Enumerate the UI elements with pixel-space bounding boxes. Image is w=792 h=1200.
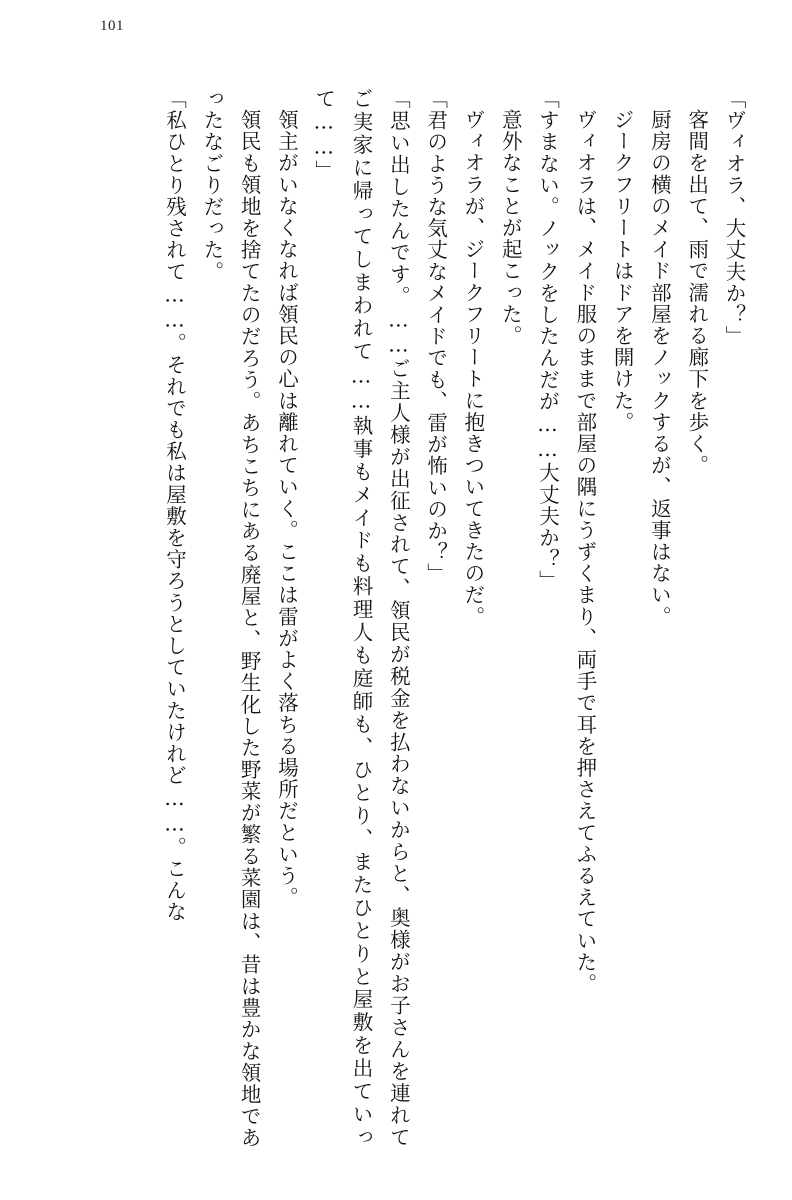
paragraph: 「すまない。ノックをしたんだが……大丈夫か？」 (535, 88, 560, 592)
paragraph: ヴィオラが、ジークフリートに抱きついてきたのだ。 (460, 108, 485, 627)
page-body-text (52, 88, 752, 1148)
paragraph: 厨房の横のメイド部屋をノックするが、返事はない。 (647, 108, 672, 627)
paragraph: 領主がいなくなれば領民の心は離れていく。ここは雷がよく落ちる場所だという。 (274, 108, 299, 908)
paragraph: 「ヴィオラ、大丈夫か？」 (722, 88, 746, 348)
paragraph: 「私ひとり残されて……。それでも私は屋敷を守ろうとしていたけれど……。こんな (162, 88, 187, 923)
paragraph: 客間を出て、雨で濡れる廊下を歩く。 (684, 108, 709, 476)
paragraph: 意外なことが起こった。 (498, 108, 523, 347)
paragraph: ヴィオラは、メイド服のままで部屋の隅にうずくまり、両手で耳を押さえてふるえていた。 (572, 108, 597, 995)
paragraph: ジークフリートはドアを開けた。 (610, 108, 635, 433)
paragraph: 領民も領地を捨てたのだろう。あちこちにある廃屋と、野生化した野菜が繁る菜園は、昔は豊かな領地であったなごりだった。 (199, 88, 262, 1148)
paragraph: 「思い出したんです。……ご主人様が出征されて、領民が税金を払わないからと、奥様がお子さんを連れてご実家に帰ってしまわれて……執事もメイドも料理人も庭師も、ひとり、またひとりと屋敷を出ていって……」 (311, 88, 411, 1148)
paragraph: 「君のような気丈なメイドでも、雷が怖いのか？」 (423, 88, 448, 585)
page-number: 101 (100, 18, 124, 34)
